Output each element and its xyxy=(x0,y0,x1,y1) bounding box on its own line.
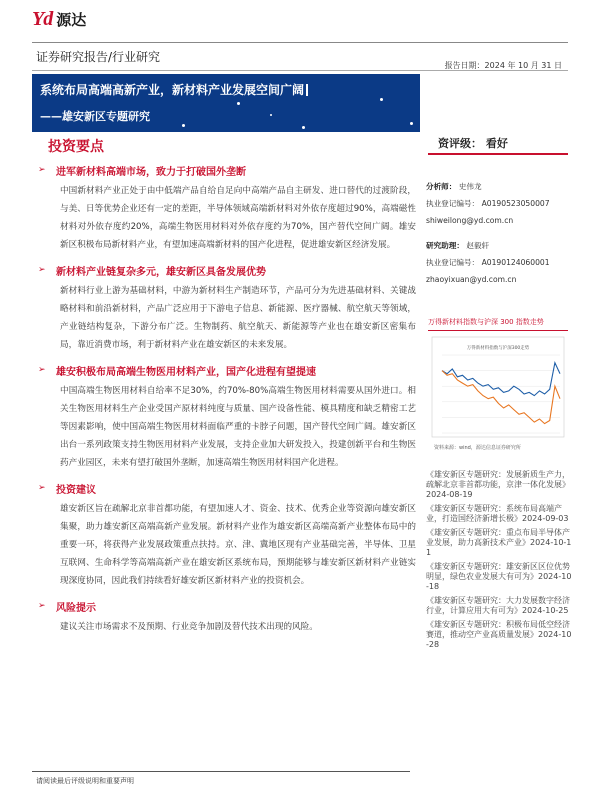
assistant-registration: 执业登记编号： A0190124060001 xyxy=(426,258,550,267)
related-report-item[interactable]: 《雄安新区专题研究：系统布局高端产业，打造国经济新增长极》2024-09-03 xyxy=(426,504,569,523)
section-heading xyxy=(38,160,416,180)
banner-sparkle xyxy=(182,124,185,127)
banner-sparkle xyxy=(302,126,305,129)
section-heading-text: 雄安积极布局高端生物医用材料产业，国产化进程有望提速 xyxy=(56,366,316,378)
chart-source: 资料来源：wind，源达信息证券研究所 xyxy=(434,445,521,451)
chart-frame xyxy=(432,337,564,437)
chart-plot xyxy=(428,333,568,453)
report-subtitle: ——雄安新区专题研究 xyxy=(40,110,150,123)
assistant-name: 赵毅轩 xyxy=(466,241,490,250)
arrow-bullet-icon: ➢ xyxy=(38,601,46,611)
investment-highlights xyxy=(38,160,416,642)
header-divider xyxy=(32,42,568,43)
report-category: 证券研究报告/行业研究 xyxy=(36,50,161,64)
rating-divider xyxy=(428,153,568,155)
related-report-item[interactable]: 《雄安新区专题研究：发展新质生产力，疏解北京非首都功能，京津一体化发展》2024-08-19 xyxy=(426,470,570,499)
section-heading-text: 新材料产业链复杂多元，雄安新区具备发展优势 xyxy=(56,266,266,278)
section-heading-text: 投资建议 xyxy=(56,484,96,496)
analyst-info xyxy=(426,178,572,288)
banner-sparkle xyxy=(410,122,413,125)
section-body: 中国高端生物医用材料自给率不足30%，约70%-80%高端生物医用材料需要从国外进口。相关生物医用材料生产企业受国产原材料纯度与质量、国产设备性能、模具精度和缺乏精密工艺等因素影响，使中国高端生物医用材料面临严重的卡脖子问题，国产替代空间广阔。雄安新区出台一系列政策支持生物医用材料产业发展，支持企业加大研发投入，投建创新平台和生物医药产业园区，未来有望打破国外垄断，加速高端生物医用材料国产化进程。 xyxy=(60,386,416,468)
arrow-bullet-icon: ➢ xyxy=(38,165,46,175)
section-body: 建议关注市场需求不及预期、行业竞争加剧及替代技术出现的风险。 xyxy=(60,622,318,632)
section-heading xyxy=(38,260,416,280)
banner-sparkle xyxy=(380,98,383,101)
title-cursor xyxy=(306,84,308,96)
chart-inner-title: 万得新材料指数与沪深300走势 xyxy=(466,346,530,351)
related-report-item[interactable]: 《雄安新区专题研究：雄安新区区位优势明显，绿色农业发展大有可为》2024-10-18 xyxy=(426,562,572,591)
report-date: 报告日期：2024 年 10 月 31 日 xyxy=(444,61,562,70)
arrow-bullet-icon: ➢ xyxy=(38,365,46,375)
research-assistant xyxy=(426,237,572,254)
section-body: 雄安新区旨在疏解北京非首都功能，有望加速人才、资金、技术、优秀企业等资源向雄安新区集聚，助力雄安新区高端高新产业发展。新材料产业作为雄安新区高端高新产业整体布局中的重要一环，将获得产业发展政策重点扶持。京、津、冀地区现有产业基础完善，半导体、卫星互联网、生命科学等高端高新产业在雄安新区系统布局，预期能够与雄安新区新材料产业链实现深度协同，因此我们持续看好雄安新区新材料产业的投资机会。 xyxy=(60,504,416,586)
section-2 xyxy=(38,260,416,354)
analyst-email[interactable]: shiweilong@yd.com.cn xyxy=(426,216,514,225)
rating: 资评级： 看好 xyxy=(438,137,508,150)
header-divider-lower xyxy=(32,70,568,71)
section-heading-text: 风险提示 xyxy=(56,602,96,614)
section-4 xyxy=(38,478,416,590)
logo xyxy=(32,8,86,31)
arrow-bullet-icon: ➢ xyxy=(38,265,46,275)
analyst-label: 分析师： xyxy=(426,182,457,191)
investment-highlights-title: 投资要点 xyxy=(48,139,104,155)
logo-mark: Yd xyxy=(32,8,53,30)
title-banner xyxy=(32,74,420,132)
index-trend-chart xyxy=(428,317,568,462)
banner-sparkle xyxy=(270,114,272,116)
section-heading xyxy=(38,478,416,498)
section-5 xyxy=(38,596,416,636)
logo-text: 源达 xyxy=(56,11,87,29)
assistant-email[interactable]: zhaoyixuan@yd.com.cn xyxy=(426,275,517,284)
chart-title: 万得新材料指数与沪深 300 指数走势 xyxy=(428,318,544,326)
section-heading-text: 进军新材料高端市场，致力于打破国外垄断 xyxy=(56,166,246,178)
section-body: 新材料行业上游为基础材料，中游为新材料生产制造环节，产品可分为先进基础材料、关键战略材料和前沿新材料，产品广泛应用于下游电子信息、新能源、医疗器械、航空航天等领域，产业链结构复杂，下游分布广泛。生物制药、航空航天、新能源等产业也在雄安新区密集布局，靠近消费市场，利于新材料产业在雄安新区的未来发展。 xyxy=(60,286,416,350)
report-title xyxy=(40,81,308,98)
section-heading xyxy=(38,596,416,616)
related-reports xyxy=(426,470,572,654)
related-report-item[interactable]: 《雄安新区专题研究：大力发展数字经济行业，计算应用大有可为》2024-10-25 xyxy=(426,596,570,615)
related-report-item[interactable]: 《雄安新区专题研究：重点布局半导体产业发展，助力高新技术产业》2024-10-11 xyxy=(426,528,572,557)
arrow-bullet-icon: ➢ xyxy=(38,483,46,493)
section-body: 中国新材料产业正处于由中低端产品自给自足向中高端产品自主研发、进口替代的过渡阶段，与美、日等优势企业还有一定的差距，半导体领域高端新材料对外依存度超过90%，高端磁性材料对外依存度约20%，高端生物医用材料对外依存度约为70%，国产替代空间广阔。雄安新区积极布局新材料产业，有望加速高端新材料的国产化进程，促进雄安新区经济发展。 xyxy=(60,186,416,250)
section-1 xyxy=(38,160,416,254)
disclaimer-note[interactable]: 请阅读最后评级说明和重要声明 xyxy=(36,777,134,785)
related-report-item[interactable]: 《雄安新区专题研究：积极布局低空经济赛道，推动空产业高质量发展》2024-10-28 xyxy=(426,620,572,649)
report-title-text: 系统布局高端高新产业，新材料产业发展空间广阔 xyxy=(40,83,305,97)
banner-sparkle xyxy=(237,102,240,105)
analyst-name: 史伟龙 xyxy=(458,182,482,191)
analyst xyxy=(426,178,572,195)
chart-title-divider xyxy=(428,330,568,331)
assistant-label: 研究助理： xyxy=(426,241,464,250)
section-3 xyxy=(38,360,416,472)
section-heading xyxy=(38,360,416,380)
analyst-registration: 执业登记编号： A0190523050007 xyxy=(426,199,550,208)
footer-divider xyxy=(32,771,410,772)
